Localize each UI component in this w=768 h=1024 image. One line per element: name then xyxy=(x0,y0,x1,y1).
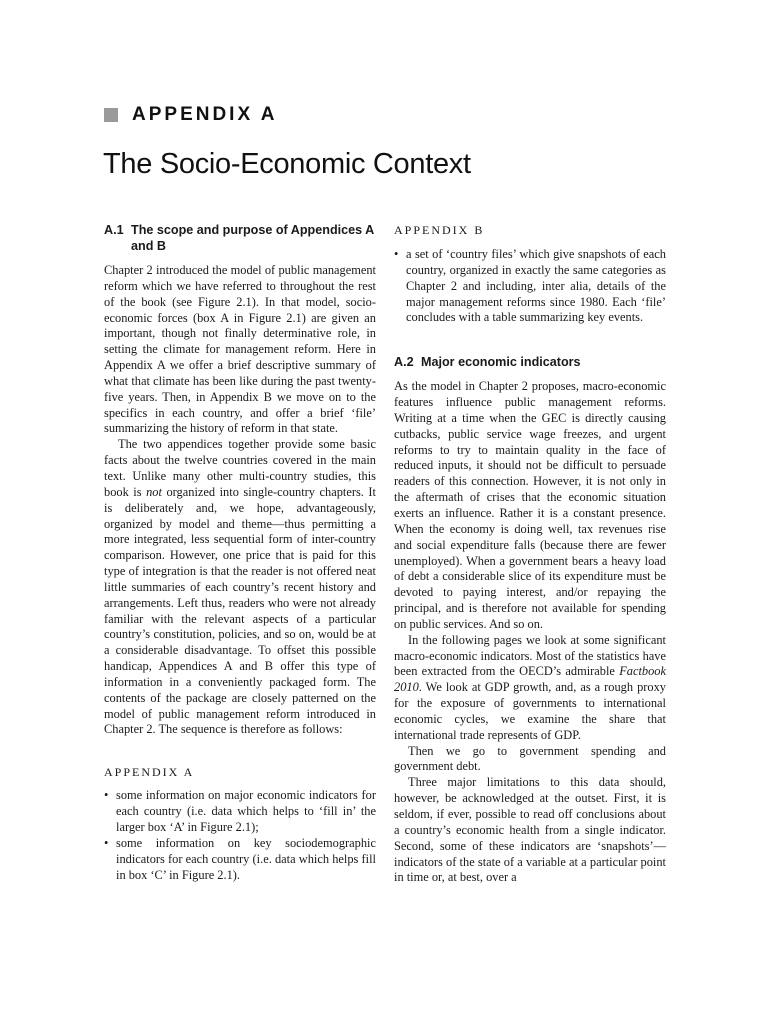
paragraph xyxy=(104,437,376,738)
emphasis-text: not xyxy=(146,484,162,499)
section-number: A.1 xyxy=(104,223,124,237)
paragraph-text: . We look at GDP growth, and, as a rough proxy for the exposure of governments to international economic cycles, we examine the share that international trade represents of GDP. xyxy=(394,680,666,742)
paragraph-text: In the following pages we look at some significant macro-economic indicators. Most of the statistics have been extracted from the OECD’s admirable xyxy=(394,632,666,679)
appendix-a-label: APPENDIX A xyxy=(104,765,195,780)
kicker-text: APPENDIX A xyxy=(132,104,278,125)
grey-square-icon xyxy=(104,108,118,122)
list-item: • a set of ‘country files’ which give snapshots of each country, organized in exactly the same categories as Chapter 2 and including, inter alia, details of the major management reforms since 1980. Each ‘file’ concludes with a table summarizing key events. xyxy=(394,247,666,326)
paragraph: Chapter 2 introduced the model of public management reform which we have referred to throughout the rest of the book (see Figure 2.1). In that model, socio-economic forces (box A in Figure 2.1) are given an important, though not finally determinative role, in setting the climate for management reform. Here in Appendix A we offer a brief descriptive summary of what that climate has been like during the past twenty-five years. Then, in Appendix B we move on to the specifics in each country, and offer a brief ‘file’ summarizing the history of reform in that state. xyxy=(104,263,376,436)
section-title: The scope and purpose of Appendices A and B xyxy=(131,223,374,253)
section-title: Major economic indicators xyxy=(421,355,581,370)
paragraph-text: organized into single-country chapters. It is deliberately and, we hope, advantageously, organized by model and theme—thus permitting a more integrated, less sequential form of inter-country comparison. However, one price that is paid for this type of integration is that the reader is not offered neat little summaries of each country’s recent history and arrangements. Left thus, readers who were not already familiar with the relevant aspects of a particular country’s constitution, policies, and so on, would be at a considerable disadvantage. To offset this possible handicap, Appendices A and B offer this type of information in a conveniently packaged form. The contents of the package are closely patterned on the model of public management reform introduced in Chapter 2. The sequence is therefore as follows: xyxy=(104,484,376,737)
section-heading-a1 xyxy=(104,222,376,254)
list-item: • some information on key sociodemographic indicators for each country (i.e. data which helps fill in box ‘C’ in Figure 2.1). xyxy=(104,836,376,884)
chapter-title: The Socio-Economic Context xyxy=(103,148,471,180)
paragraph: Three major limitations to this data should, however, be acknowledged at the outset. First, it is seldom, if ever, possible to read off conclusions about a country’s economic health from a single indicator. Second, some of these indicators are ‘snapshots’—indicators of the state of a variable at a particular point in time or, at best, over a xyxy=(394,775,666,885)
paragraph-text: The two appendices together provide some basic facts about the twelve countries covered in the main text. Unlike many other multi-country studies, this book is xyxy=(104,437,376,499)
left-column xyxy=(104,222,376,883)
bullet-list xyxy=(394,247,666,326)
appendix-kicker xyxy=(104,104,277,126)
paragraph xyxy=(394,633,666,744)
bullet-list xyxy=(104,788,376,883)
paragraph: Then we go to government spending and government debt. xyxy=(394,743,666,774)
appendix-b-label: APPENDIX B xyxy=(394,223,485,237)
paragraph: As the model in Chapter 2 proposes, macro-economic features influence public management reforms. Writing at a time when the GEC is directly causing cutbacks, public service wage freezes, and urgent reforms to try to maintain quality in the face of reduced inputs, it should not be difficult to persuade readers of this connection. However, it is not only in the aftermath of crises that the economic situation exerts an influence. Rather it is a constant presence. When the economy is doing well, tax revenues rise and social expenditure falls (because there are fewer unemployed). When a government bears a heavy load of debt a considerable slice of its expenditure must be devoted to paying interest, and/or repaying the principal, and is therefore not available for spending on public services. And so on. xyxy=(394,379,666,631)
emphasis-text: Factbook 2010 xyxy=(394,664,666,695)
section-heading-a2 xyxy=(394,354,666,370)
section-number: A.2 xyxy=(394,355,414,370)
list-item: • some information on major economic indicators for each country (i.e. data which helps to ‘fill in’ the larger box ‘A’ in Figure 2.1); xyxy=(104,788,376,836)
right-column xyxy=(394,222,666,886)
